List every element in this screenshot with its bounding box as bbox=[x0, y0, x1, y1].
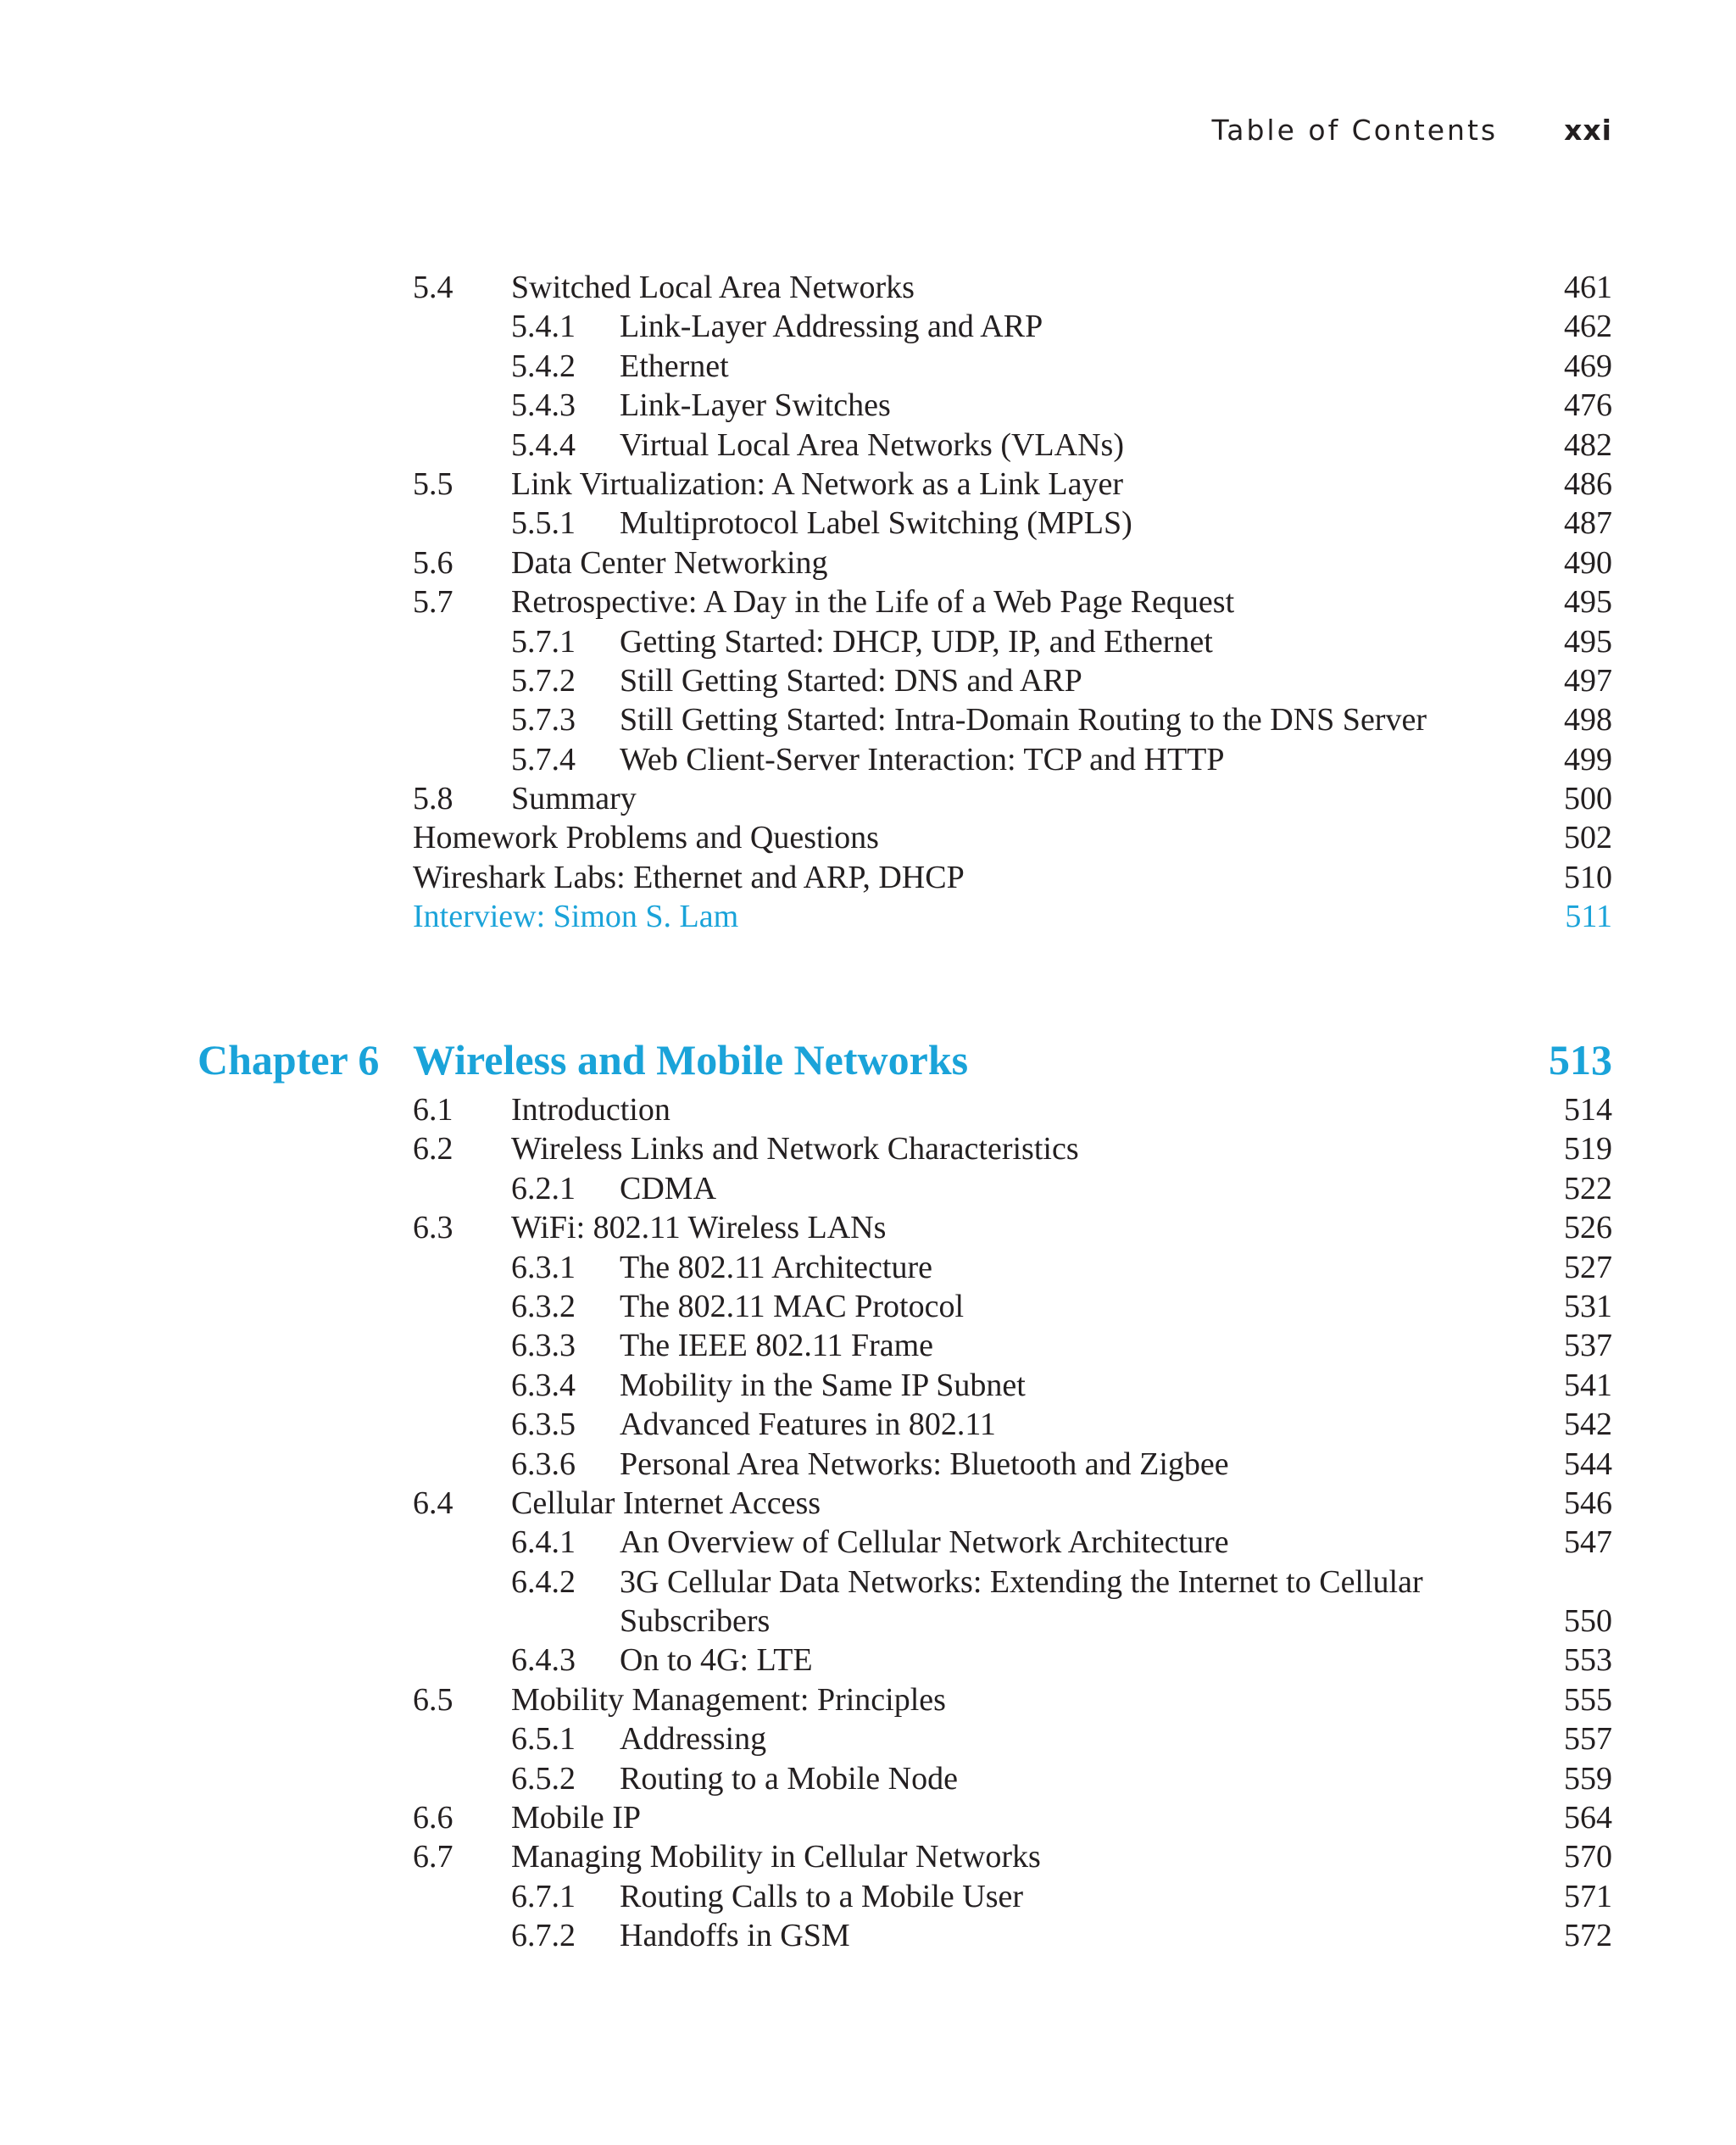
toc-entry-page-number: 572 bbox=[1564, 1918, 1612, 1954]
toc-entry-page-number: 559 bbox=[1564, 1760, 1612, 1797]
toc-entry-page-number: 547 bbox=[1564, 1524, 1612, 1561]
toc-entry-page-number: 514 bbox=[1564, 1092, 1612, 1128]
toc-entry-title: Ethernet bbox=[620, 348, 729, 384]
toc-entry-title: Retrospective: A Day in the Life of a Web Page Request bbox=[511, 584, 1235, 621]
toc-entry[interactable] bbox=[0, 1798, 1736, 1837]
toc-entry-title: Switched Local Area Networks bbox=[511, 270, 915, 305]
toc-entry-page-number: 490 bbox=[1564, 544, 1612, 581]
toc-entry-page-number: 571 bbox=[1564, 1878, 1612, 1914]
toc-entry-page-number: 544 bbox=[1564, 1446, 1612, 1482]
toc-entry[interactable] bbox=[0, 1445, 1736, 1484]
toc-entry-title: Web Client-Server Interaction: TCP and HTTP bbox=[620, 741, 1225, 777]
running-head bbox=[1212, 114, 1612, 147]
running-head-title: Table of Contents bbox=[1211, 114, 1499, 147]
toc-entry-title: The 802.11 Architecture bbox=[620, 1249, 932, 1285]
toc-entry-page-number: 495 bbox=[1564, 623, 1612, 660]
toc-entry-number: 6.3.4 bbox=[511, 1367, 576, 1403]
toc-entry-title: Wireless Links and Network Characteristics bbox=[511, 1131, 1079, 1167]
toc-entry-page-number: 476 bbox=[1564, 387, 1612, 424]
toc-entry-number: 5.6 bbox=[413, 544, 453, 581]
toc-entry[interactable] bbox=[0, 426, 1736, 465]
toc-entry-page-number: 531 bbox=[1564, 1288, 1612, 1324]
toc-entry-page-number: 486 bbox=[1564, 465, 1612, 502]
toc-entry-title: Managing Mobility in Cellular Networks bbox=[511, 1839, 1041, 1875]
toc-entry-number: 6.3.3 bbox=[511, 1328, 576, 1364]
toc-entry-title: Data Center Networking bbox=[511, 544, 828, 581]
toc-entry-title: Personal Area Networks: Bluetooth and Zigbee bbox=[620, 1446, 1229, 1482]
toc-entry-title: Interview: Simon S. Lam bbox=[413, 899, 739, 935]
toc-entry-number: 6.5 bbox=[413, 1681, 453, 1718]
toc-entry-page-number: 570 bbox=[1564, 1839, 1612, 1875]
toc-entry[interactable] bbox=[0, 504, 1736, 543]
toc-entry[interactable] bbox=[0, 465, 1736, 504]
toc-entry[interactable] bbox=[0, 858, 1736, 897]
toc-entry[interactable] bbox=[0, 1719, 1736, 1758]
toc-entry[interactable] bbox=[0, 1877, 1736, 1916]
toc-entry-page-number: 522 bbox=[1564, 1170, 1612, 1206]
toc-entry-page-number: 461 bbox=[1564, 270, 1612, 305]
toc-entry-page-number: 550 bbox=[1564, 1603, 1612, 1640]
toc-entry[interactable] bbox=[0, 1326, 1736, 1365]
toc-entry-page-number: 527 bbox=[1564, 1249, 1612, 1285]
toc-entry-title: Mobile IP bbox=[511, 1800, 642, 1836]
toc-entry[interactable] bbox=[0, 386, 1736, 425]
toc-entry-number: 5.7.3 bbox=[511, 702, 576, 738]
toc-entry-page-number: 519 bbox=[1564, 1131, 1612, 1167]
toc-entry-number: 5.5 bbox=[413, 465, 453, 502]
toc-entry[interactable] bbox=[0, 897, 1736, 936]
toc-entry-page-number: 497 bbox=[1564, 662, 1612, 699]
toc-entry-title: Handoffs in GSM bbox=[620, 1918, 850, 1954]
toc-entry-number: 5.7 bbox=[413, 584, 453, 621]
toc-entry[interactable] bbox=[0, 1837, 1736, 1876]
toc-entry-title: Mobility Management: Principles bbox=[511, 1681, 946, 1718]
toc-entry[interactable] bbox=[0, 1405, 1736, 1444]
toc-chapter-5-entries bbox=[0, 268, 1736, 937]
toc-entry-title: Mobility in the Same IP Subnet bbox=[620, 1367, 1026, 1403]
toc-entry-number: 5.5.1 bbox=[511, 505, 576, 542]
toc-entry[interactable] bbox=[0, 740, 1736, 779]
toc-entry[interactable] bbox=[0, 1208, 1736, 1247]
toc-entry-title: On to 4G: LTE bbox=[620, 1642, 813, 1679]
toc-entry[interactable] bbox=[0, 1129, 1736, 1168]
toc-entry-title: An Overview of Cellular Network Architecture bbox=[620, 1524, 1229, 1561]
toc-entry-number: 6.4.2 bbox=[511, 1563, 576, 1600]
toc-entry-title: Subscribers bbox=[620, 1603, 771, 1640]
toc-entry[interactable] bbox=[0, 700, 1736, 739]
chapter-page-number: 513 bbox=[1549, 1036, 1612, 1084]
toc-entry-number: 5.4.3 bbox=[511, 387, 576, 424]
toc-entry-title: Addressing bbox=[620, 1721, 767, 1758]
toc-entry-title: Routing Calls to a Mobile User bbox=[620, 1878, 1024, 1914]
running-head-page-number: xxi bbox=[1564, 114, 1612, 147]
toc-entry-number: 6.3.1 bbox=[511, 1249, 576, 1285]
toc-entry-page-number: 542 bbox=[1564, 1407, 1612, 1443]
toc-entry-page-number: 555 bbox=[1564, 1681, 1612, 1718]
toc-entry-number: 6.7.1 bbox=[511, 1878, 576, 1914]
toc-entry-title: Link Virtualization: A Network as a Link Layer bbox=[511, 465, 1123, 502]
toc-entry-number: 6.6 bbox=[413, 1800, 453, 1836]
toc-entry-title: WiFi: 802.11 Wireless LANs bbox=[511, 1210, 887, 1246]
toc-entry-page-number: 482 bbox=[1564, 426, 1612, 463]
toc-entry-title: 3G Cellular Data Networks: Extending the Internet to Cellular bbox=[620, 1563, 1423, 1600]
toc-entry-title: Homework Problems and Questions bbox=[413, 820, 879, 856]
toc-entry-title: Getting Started: DHCP, UDP, IP, and Ethernet bbox=[620, 623, 1213, 660]
toc-entry[interactable] bbox=[0, 1248, 1736, 1287]
toc-entry[interactable] bbox=[0, 307, 1736, 346]
toc-entry[interactable] bbox=[0, 622, 1736, 661]
toc-entry-page-number: 546 bbox=[1564, 1485, 1612, 1521]
toc-entry[interactable] bbox=[0, 1366, 1736, 1405]
toc-entry-title: Multiprotocol Label Switching (MPLS) bbox=[620, 505, 1132, 542]
toc-entry-number: 5.7.4 bbox=[511, 741, 576, 777]
toc-entry-title: Routing to a Mobile Node bbox=[620, 1760, 958, 1797]
toc-entry-page-number: 510 bbox=[1564, 859, 1612, 895]
toc-entry-number: 6.5.2 bbox=[511, 1760, 576, 1797]
chapter-title: Wireless and Mobile Networks bbox=[413, 1036, 969, 1084]
toc-entry-page-number: 495 bbox=[1564, 584, 1612, 621]
toc-entry-number: 6.3 bbox=[413, 1210, 453, 1246]
toc-entry-number: 5.4.1 bbox=[511, 309, 576, 345]
toc-entry-title: Advanced Features in 802.11 bbox=[620, 1407, 996, 1443]
toc-entry-number: 6.7 bbox=[413, 1839, 453, 1875]
toc-entry-title: Cellular Internet Access bbox=[511, 1485, 821, 1521]
toc-entry-number: 6.3.6 bbox=[511, 1446, 576, 1482]
toc-entry-title: Wireshark Labs: Ethernet and ARP, DHCP bbox=[413, 859, 965, 895]
toc-entry[interactable] bbox=[0, 1563, 1736, 1602]
toc-entry-page-number: 553 bbox=[1564, 1642, 1612, 1679]
toc-entry-number: 6.2 bbox=[413, 1131, 453, 1167]
toc-entry-title: Still Getting Started: Intra-Domain Routing to the DNS Server bbox=[620, 702, 1427, 738]
toc-entry-page-number: 502 bbox=[1564, 820, 1612, 856]
toc-entry-number: 5.4.2 bbox=[511, 348, 576, 384]
toc-entry-number: 5.8 bbox=[413, 781, 453, 817]
toc-entry-title: The 802.11 MAC Protocol bbox=[620, 1288, 965, 1324]
toc-entry[interactable] bbox=[0, 582, 1736, 621]
toc-entry-page-number: 500 bbox=[1564, 781, 1612, 817]
toc-entry-number: 6.2.1 bbox=[511, 1170, 576, 1206]
toc-entry-title: Link-Layer Addressing and ARP bbox=[620, 309, 1043, 345]
toc-entry[interactable] bbox=[0, 347, 1736, 386]
toc-entry-page-number: 541 bbox=[1564, 1367, 1612, 1403]
toc-entry-number: 5.4 bbox=[413, 270, 453, 305]
toc-entry-title: Still Getting Started: DNS and ARP bbox=[620, 662, 1082, 699]
toc-entry-title: CDMA bbox=[620, 1170, 717, 1206]
toc-entry[interactable] bbox=[0, 779, 1736, 818]
toc-entry[interactable] bbox=[0, 1759, 1736, 1798]
toc-entry-title: Summary bbox=[511, 781, 637, 817]
toc-entry-number: 6.4.3 bbox=[511, 1642, 576, 1679]
toc-entry[interactable] bbox=[0, 1641, 1736, 1680]
toc-entry-title: The IEEE 802.11 Frame bbox=[620, 1328, 934, 1364]
toc-entry-number: 6.4.1 bbox=[511, 1524, 576, 1561]
toc-entry[interactable] bbox=[0, 818, 1736, 857]
toc-entry-title: Link-Layer Switches bbox=[620, 387, 891, 424]
toc-entry[interactable] bbox=[0, 1169, 1736, 1208]
chapter-label: Chapter 6 bbox=[198, 1036, 380, 1084]
toc-entry-number: 6.7.2 bbox=[511, 1918, 576, 1954]
toc-entry-page-number: 469 bbox=[1564, 348, 1612, 384]
toc-entry[interactable] bbox=[0, 543, 1736, 582]
toc-entry-page-number: 487 bbox=[1564, 505, 1612, 542]
toc-entry[interactable] bbox=[0, 268, 1736, 307]
toc-entry-page-number: 564 bbox=[1564, 1800, 1612, 1836]
toc-entry-number: 6.1 bbox=[413, 1092, 453, 1128]
toc-entry-page-number: 498 bbox=[1564, 702, 1612, 738]
toc-entry-page-number: 511 bbox=[1565, 899, 1612, 935]
toc-entry-number: 6.3.2 bbox=[511, 1288, 576, 1324]
toc-entry-number: 5.4.4 bbox=[511, 426, 576, 463]
toc-entry[interactable] bbox=[0, 1287, 1736, 1326]
toc-entry-page-number: 526 bbox=[1564, 1210, 1612, 1246]
toc-entry[interactable] bbox=[0, 1680, 1736, 1719]
chapter-heading[interactable] bbox=[0, 1034, 1736, 1085]
toc-entry-page-number: 557 bbox=[1564, 1721, 1612, 1758]
toc-entry-number: 6.3.5 bbox=[511, 1407, 576, 1443]
toc-entry[interactable] bbox=[0, 1484, 1736, 1523]
toc-chapter-6-entries bbox=[0, 1090, 1736, 1956]
toc-entry[interactable] bbox=[0, 661, 1736, 700]
toc-entry[interactable] bbox=[0, 1916, 1736, 1955]
toc-entry-number: 6.5.1 bbox=[511, 1721, 576, 1758]
toc-entry-number: 5.7.1 bbox=[511, 623, 576, 660]
toc-entry-page-number: 462 bbox=[1564, 309, 1612, 345]
toc-entry-title: Virtual Local Area Networks (VLANs) bbox=[620, 426, 1124, 463]
toc-entry-page-number: 499 bbox=[1564, 741, 1612, 777]
toc-entry[interactable] bbox=[0, 1090, 1736, 1129]
toc-entry-number: 6.4 bbox=[413, 1485, 453, 1521]
toc-entry-page-number: 537 bbox=[1564, 1328, 1612, 1364]
toc-entry[interactable] bbox=[0, 1523, 1736, 1562]
toc-entry[interactable] bbox=[0, 1602, 1736, 1641]
toc-entry-title: Introduction bbox=[511, 1092, 670, 1128]
toc-entry-number: 5.7.2 bbox=[511, 662, 576, 699]
